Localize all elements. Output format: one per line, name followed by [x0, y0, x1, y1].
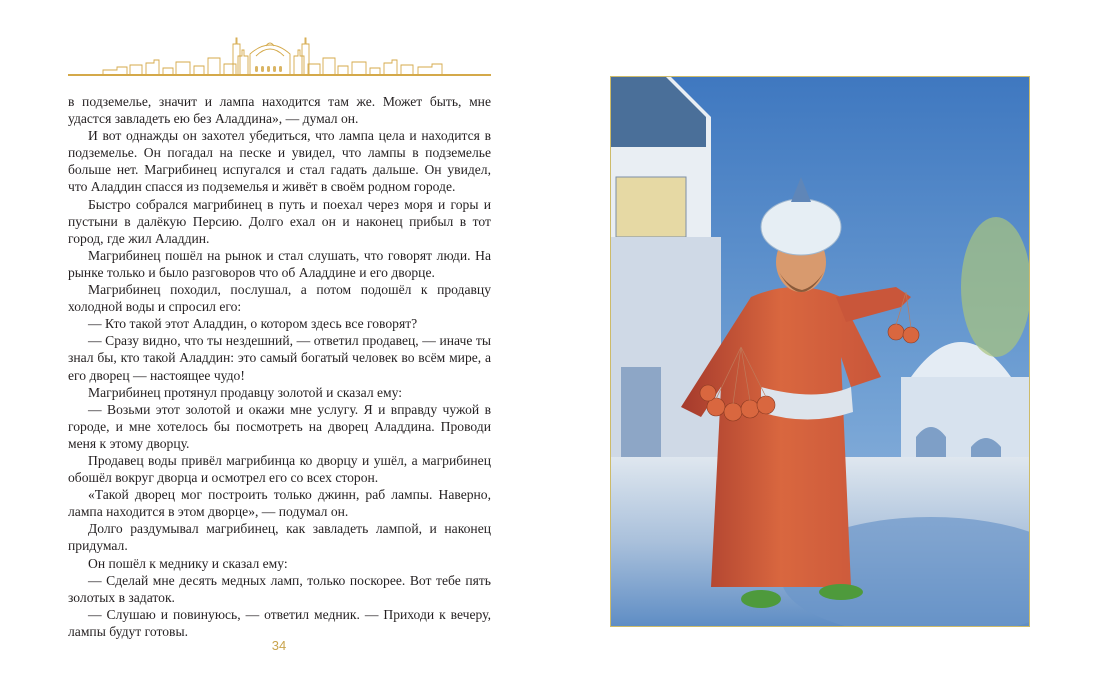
- skyline-icon: [68, 30, 491, 78]
- paragraph: Магрибинец протянул продавцу золотой и сказал ему:: [88, 384, 403, 400]
- paragraph: Быстро собрался магрибинец в путь и поехал через моря и горы и пустыни в далёкую Персию. Долго ехал он и наконец прибыл в тот город, где жил Аладдин.: [68, 196, 491, 246]
- paragraph: — Сделай мне десять медных ламп, только поскорее. Вот тебе пять золотых в задаток.: [68, 572, 491, 605]
- paragraph: «Такой дворец мог построить только джинн, раб лампы. Наверно, лампа находится в этом дворце», — подумал он.: [68, 487, 491, 520]
- page-number: 34: [271, 638, 287, 653]
- header-rule: [68, 74, 491, 76]
- paragraph: — Кто такой этот Аладдин, о котором здесь все говорят?: [88, 316, 418, 332]
- paragraph: — Сразу видно, что ты нездешний, — ответил продавец, — иначе ты знал бы, кто такой Аладдин: это самый богатый человек во всём мире, а его дворец — настоящее чудо!: [68, 333, 491, 383]
- city-skyline-ornament: [68, 30, 491, 78]
- paragraph: И вот однажды он захотел убедиться, что лампа цела и находится в подземелье. Он погадал на песке и увидел, что лампы в подземелье больше нет. Магрибинец испугался и стал гадать дальше. Он увидел, что Аладдин спасся из подземелья и живёт в своём родном городе.: [68, 128, 491, 195]
- illustration-merchant: [610, 76, 1030, 627]
- paragraph: в подземелье, значит и лампа находится там же. Может быть, мне удастся завладеть ею без Аладдина», — думал он.: [68, 94, 491, 127]
- paragraph: Он пошёл к меднику и сказал ему:: [88, 555, 288, 571]
- paragraph: — Возьми этот золотой и окажи мне услугу. Я и вправду чужой в городе, и мне хотелось бы посмотреть на дворец Аладдина. Проводи меня к этому дворцу.: [68, 401, 491, 451]
- paragraph: Магрибинец пошёл на рынок и стал слушать, что говорят люди. На рынке только и было разговоров что об Аладдине и его дворце.: [68, 247, 491, 280]
- paragraph: Магрибинец походил, послушал, а потом подошёл к продавцу холодной воды и спросил его:: [68, 282, 491, 315]
- paragraph: Долго раздумывал магрибинец, как завладеть лампой, и наконец придумал.: [68, 521, 491, 554]
- merchant-illustration-icon: [611, 77, 1030, 627]
- paragraph: — Слушаю и повинуюсь, — ответил медник. — Приходи к вечеру, лампы будут готовы.: [68, 606, 491, 639]
- story-text: [68, 93, 491, 640]
- paragraph: Продавец воды привёл магрибинца ко дворцу и ушёл, а магрибинец обошёл вокруг дворца и осмотрел его со всех сторон.: [68, 452, 491, 486]
